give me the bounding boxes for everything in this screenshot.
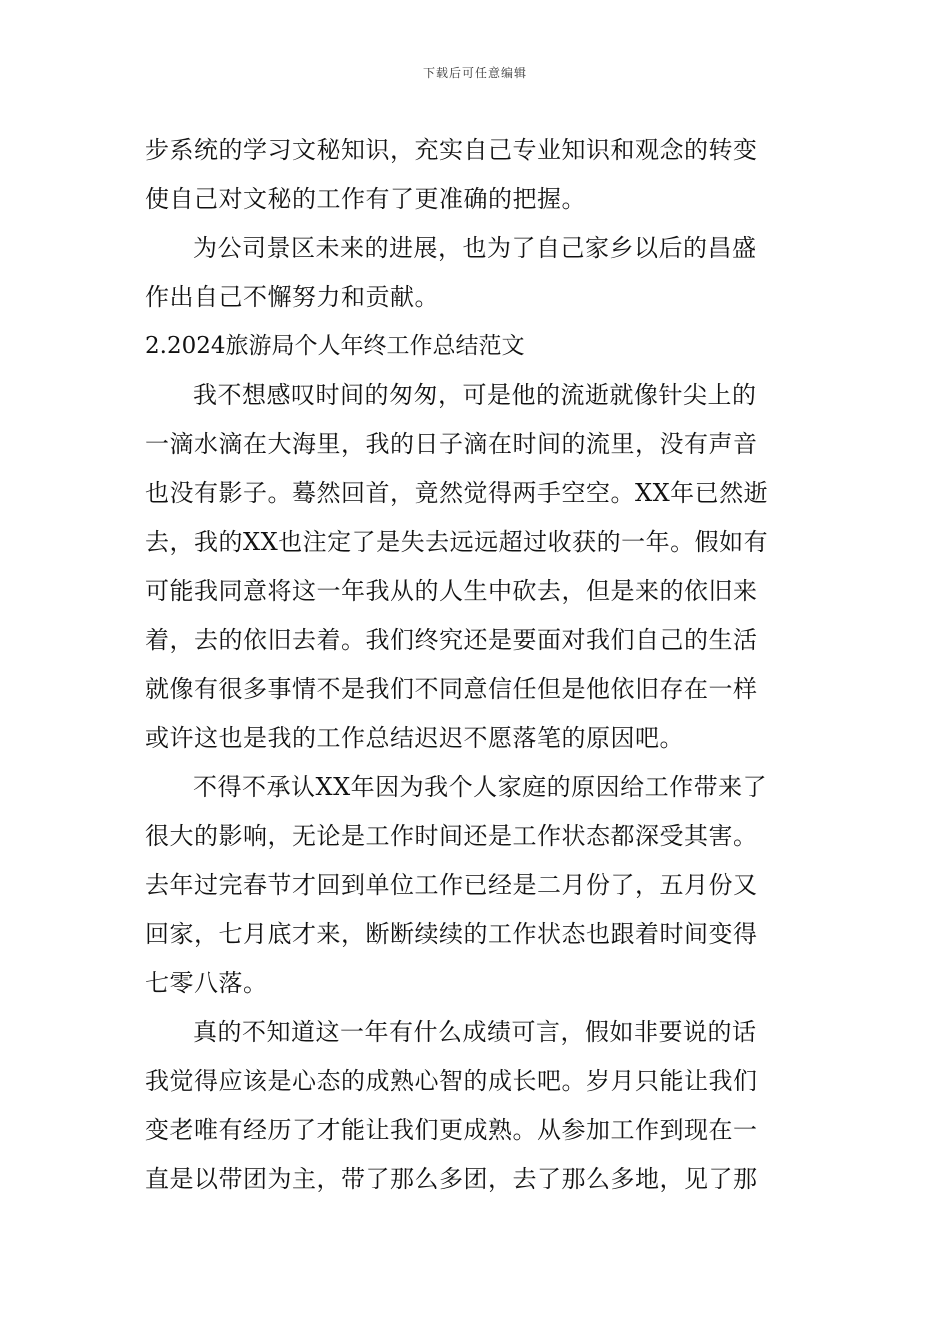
body-line: 直是以带团为主，带了那么多团，去了那么多地，见了那 <box>145 1165 758 1193</box>
document-body <box>145 126 805 1204</box>
body-line: 作出自己不懈努力和贡献。 <box>145 283 439 311</box>
body-line: 使自己对文秘的工作有了更准确的把握。 <box>145 185 586 213</box>
body-line: 很大的影响，无论是工作时间还是工作状态都深受其害。 <box>145 822 758 850</box>
paragraph-start-line: 为公司景区未来的进展，也为了自己家乡以后的昌盛 <box>193 234 757 262</box>
body-line: 着，去的依旧去着。我们终究还是要面对我们自己的生活 <box>145 626 758 654</box>
body-line: 去，我的XX也注定了是失去远远超过收获的一年。假如有 <box>145 528 769 556</box>
body-line: 一滴水滴在大海里，我的日子滴在时间的流里，没有声音 <box>145 430 758 458</box>
page-header: 下载后可任意编辑 <box>422 66 527 80</box>
body-line: 或许这也是我的工作总结迟迟不愿落笔的原因吧。 <box>145 724 684 752</box>
paragraph-start-line: 我不想感叹时间的匆匆，可是他的流逝就像针尖上的 <box>193 381 757 409</box>
body-line: 也没有影子。蓦然回首，竟然觉得两手空空。XX年已然逝 <box>145 479 769 507</box>
body-line: 步系统的学习文秘知识，充实自己专业知识和观念的转变 <box>145 136 758 164</box>
body-line: 可能我同意将这一年我从的人生中砍去，但是来的依旧来 <box>145 577 758 605</box>
body-line: 七零八落。 <box>145 969 268 997</box>
body-line: 就像有很多事情不是我们不同意信任但是他依旧存在一样 <box>145 675 758 703</box>
body-line: 我觉得应该是心态的成熟心智的成长吧。岁月只能让我们 <box>145 1067 758 1095</box>
body-line: 去年过完春节才回到单位工作已经是二月份了，五月份又 <box>145 871 758 899</box>
body-line: 变老唯有经历了才能让我们更成熟。从参加工作到现在一 <box>145 1116 758 1144</box>
section-heading: 2.2024旅游局个人年终工作总结范文 <box>145 333 525 359</box>
paragraph-start-line: 不得不承认XX年因为我个人家庭的原因给工作带来了 <box>193 773 768 801</box>
body-line: 回家，七月底才来，断断续续的工作状态也跟着时间变得 <box>145 920 758 948</box>
paragraph-start-line: 真的不知道这一年有什么成绩可言，假如非要说的话 <box>193 1018 757 1046</box>
